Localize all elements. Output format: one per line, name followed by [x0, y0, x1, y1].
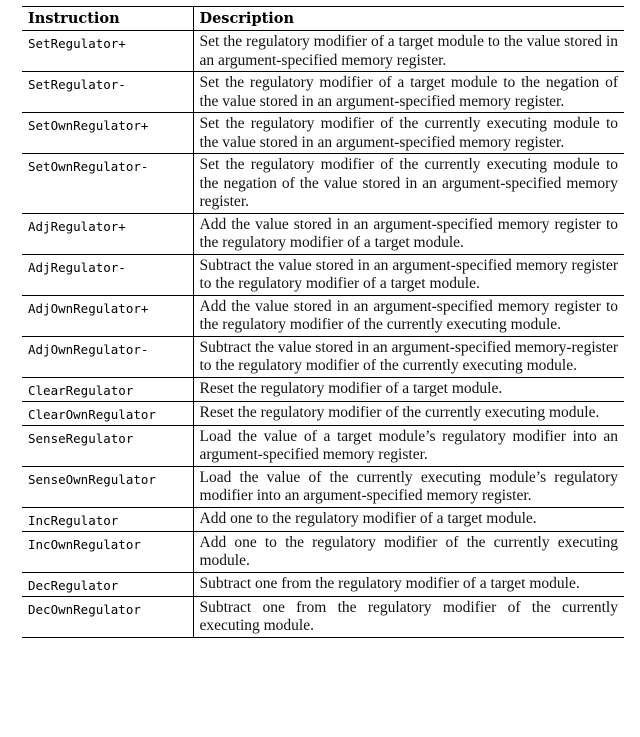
instruction-cell: ClearOwnRegulator: [22, 401, 193, 425]
description-cell: Reset the regulatory modifier of the currently executing module.: [199, 403, 600, 421]
instruction-cell: DecOwnRegulator: [22, 596, 193, 637]
table-row: [22, 377, 624, 401]
description-cell: Add one to the regulatory modifier of the currently executing module.: [199, 533, 618, 569]
table-row: [22, 72, 624, 113]
table-row: [22, 596, 624, 637]
table-header-row: [22, 7, 624, 31]
table-row: [22, 466, 624, 507]
table-row: [22, 295, 624, 336]
description-cell: Set the regulatory modifier of a target module to the value stored in an argument-specified memory register.: [199, 33, 618, 69]
description-cell: Add the value stored in an argument-specified memory register to the regulatory modifier of the currently executing module.: [199, 297, 618, 333]
table-row: [22, 154, 624, 214]
instruction-cell: DecRegulator: [22, 572, 193, 596]
table-row: [22, 507, 624, 531]
instruction-cell: SetRegulator-: [22, 72, 193, 113]
instruction-cell: IncRegulator: [22, 507, 193, 531]
table-row: [22, 254, 624, 295]
table-row: [22, 213, 624, 254]
instruction-cell: SetRegulator+: [22, 31, 193, 72]
instruction-cell: SetOwnRegulator-: [22, 154, 193, 214]
description-cell: Load the value of the currently executing module’s regulatory modifier into an argument-specified memory register.: [199, 468, 618, 504]
instruction-cell: SetOwnRegulator+: [22, 113, 193, 154]
header-description: Description: [199, 10, 294, 27]
description-cell: Subtract the value stored in an argument-specified memory register to the regulatory modifier of a target module.: [199, 256, 618, 292]
description-cell: Subtract one from the regulatory modifier of the currently executing module.: [199, 598, 618, 634]
description-cell: Set the regulatory modifier of the currently executing module to the value stored in an argument-specified memory register.: [199, 115, 618, 151]
description-cell: Subtract the value stored in an argument-specified memory-register to the regulatory modifier of the currently executing module.: [199, 338, 618, 374]
instruction-cell: ClearRegulator: [22, 377, 193, 401]
instruction-cell: AdjOwnRegulator-: [22, 336, 193, 377]
table-body: [22, 31, 624, 638]
table-row: [22, 531, 624, 572]
instruction-table: [22, 6, 624, 638]
instruction-table-container: [22, 6, 624, 638]
table-row: [22, 401, 624, 425]
description-cell: Add one to the regulatory modifier of a target module.: [199, 509, 537, 527]
header-instruction: Instruction: [22, 7, 193, 31]
instruction-cell: AdjRegulator+: [22, 213, 193, 254]
description-cell: Reset the regulatory modifier of a target module.: [199, 379, 503, 397]
description-cell: Subtract one from the regulatory modifier of a target module.: [199, 574, 580, 592]
instruction-cell: AdjRegulator-: [22, 254, 193, 295]
description-cell: Set the regulatory modifier of the currently executing module to the negation of the value stored in an argument-specified memory register.: [199, 156, 618, 210]
instruction-cell: SenseOwnRegulator: [22, 466, 193, 507]
table-row: [22, 113, 624, 154]
instruction-cell: IncOwnRegulator: [22, 531, 193, 572]
table-row: [22, 425, 624, 466]
table-row: [22, 336, 624, 377]
description-cell: Set the regulatory modifier of a target module to the negation of the value stored in an argument-specified memory register.: [199, 74, 618, 110]
instruction-cell: AdjOwnRegulator+: [22, 295, 193, 336]
description-cell: Add the value stored in an argument-specified memory register to the regulatory modifier of a target module.: [199, 215, 618, 251]
table-row: [22, 31, 624, 72]
instruction-cell: SenseRegulator: [22, 425, 193, 466]
table-row: [22, 572, 624, 596]
description-cell: Load the value of a target module’s regulatory modifier into an argument-specified memory register.: [199, 427, 618, 463]
